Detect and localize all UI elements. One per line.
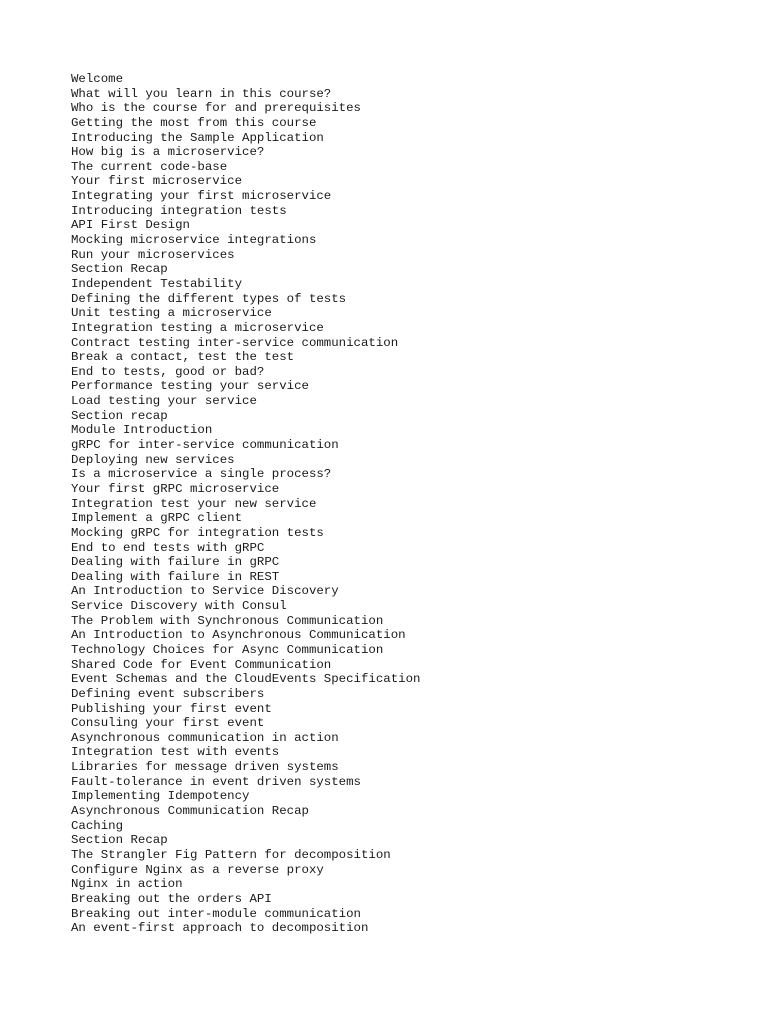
outline-line: Introducing integration tests xyxy=(71,203,287,218)
outline-line: Defining the different types of tests xyxy=(71,291,347,306)
outline-line: Run your microservices xyxy=(71,247,235,262)
outline-line: Introducing the Sample Application xyxy=(71,130,324,145)
outline-line: Module Introduction xyxy=(71,423,213,438)
outline-line: Caching xyxy=(71,818,124,833)
outline-line: Section recap xyxy=(71,408,168,423)
outline-line: The Problem with Synchronous Communication xyxy=(71,613,384,628)
outline-line: An Introduction to Service Discovery xyxy=(71,584,339,599)
outline-line: Independent Testability xyxy=(71,276,243,291)
outline-line: Asynchronous communication in action xyxy=(71,730,339,745)
outline-line: Implement a gRPC client xyxy=(71,511,243,526)
outline-line: Nginx in action xyxy=(71,877,183,892)
outline-line: An Introduction to Asynchronous Communication xyxy=(71,628,406,643)
outline-line: Contract testing inter-service communication xyxy=(71,335,399,350)
outline-line: Libraries for message driven systems xyxy=(71,760,339,775)
outline-line: Break a contact, test the test xyxy=(71,350,295,365)
outline-line: Getting the most from this course xyxy=(71,115,317,130)
outline-line: Mocking microservice integrations xyxy=(71,233,317,248)
outline-line: Implementing Idempotency xyxy=(71,789,250,804)
outline-line: Welcome xyxy=(71,72,124,86)
outline-line: Section Recap xyxy=(71,262,168,277)
course-outline-list xyxy=(71,72,420,936)
outline-line: Is a microservice a single process? xyxy=(71,467,332,482)
outline-line: Your first gRPC microservice xyxy=(71,481,280,496)
outline-line: Fault-tolerance in event driven systems xyxy=(71,774,361,789)
outline-line: How big is a microservice? xyxy=(71,145,265,160)
outline-line: Your first microservice xyxy=(71,174,243,189)
outline-line: Integration test your new service xyxy=(71,496,317,511)
outline-line: Dealing with failure in REST xyxy=(71,569,280,584)
outline-line: Integration test with events xyxy=(71,745,280,760)
outline-line: Defining event subscribers xyxy=(71,686,265,701)
outline-line: Breaking out the orders API xyxy=(71,891,272,906)
outline-line: The Strangler Fig Pattern for decomposition xyxy=(71,847,391,862)
outline-line: End to tests, good or bad? xyxy=(71,364,265,379)
outline-line: Consuling your first event xyxy=(71,716,265,731)
outline-line: The current code-base xyxy=(71,159,228,174)
outline-line: Integrating your first microservice xyxy=(71,189,332,204)
outline-line: Section Recap xyxy=(71,833,168,848)
outline-line: Technology Choices for Async Communication xyxy=(71,642,384,657)
outline-line: Deploying new services xyxy=(71,452,235,467)
outline-line: Mocking gRPC for integration tests xyxy=(71,525,324,540)
outline-line: Dealing with failure in gRPC xyxy=(71,555,280,570)
outline-line: Configure Nginx as a reverse proxy xyxy=(71,862,324,877)
outline-line: Service Discovery with Consul xyxy=(71,599,287,614)
outline-line: Integration testing a microservice xyxy=(71,320,324,335)
outline-line: Load testing your service xyxy=(71,394,257,409)
outline-line: End to end tests with gRPC xyxy=(71,540,265,555)
outline-line: Publishing your first event xyxy=(71,701,272,716)
outline-line: Event Schemas and the CloudEvents Specification xyxy=(71,672,421,687)
outline-line: Performance testing your service xyxy=(71,379,309,394)
outline-line: API First Design xyxy=(71,218,190,233)
outline-line: gRPC for inter-service communication xyxy=(71,438,339,453)
outline-line: An event-first approach to decomposition xyxy=(71,921,369,936)
outline-line: Asynchronous Communication Recap xyxy=(71,804,309,819)
outline-line: Shared Code for Event Communication xyxy=(71,657,332,672)
outline-line: What will you learn in this course? xyxy=(71,86,332,101)
outline-line: Breaking out inter-module communication xyxy=(71,906,361,921)
outline-line: Unit testing a microservice xyxy=(71,306,272,321)
outline-line: Who is the course for and prerequisites xyxy=(71,101,361,116)
